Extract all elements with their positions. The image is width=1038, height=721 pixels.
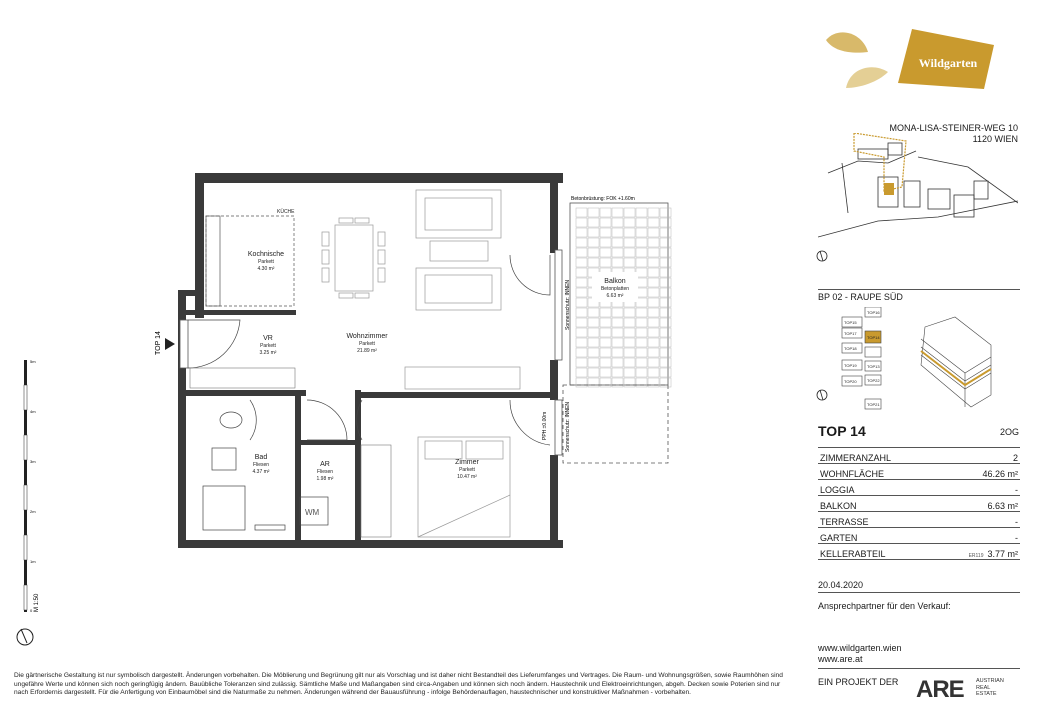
building-stack	[838, 307, 888, 411]
balcony-tile	[660, 298, 671, 307]
balcony-tile	[612, 328, 623, 337]
balcony-tile	[612, 248, 623, 257]
room-name: Zimmer	[455, 459, 479, 466]
compass-icon	[17, 629, 33, 645]
balcony-tile	[648, 328, 659, 337]
balcony-tile	[576, 238, 587, 247]
balcony-tile	[660, 368, 671, 377]
balcony-tile	[600, 338, 611, 347]
scale-tick: 3m	[30, 459, 36, 464]
balcony-tile	[576, 378, 587, 387]
balcony-tile	[600, 378, 611, 387]
room-area: 1.98 m²	[316, 476, 334, 482]
balcony-tile	[648, 258, 659, 267]
balcony-tile	[600, 318, 611, 327]
balcony-tile	[660, 208, 671, 217]
balcony-tile	[648, 338, 659, 347]
balcony-tile	[648, 368, 659, 377]
scale-tick: 1m	[30, 559, 36, 564]
brand-name: Wildgarten	[918, 56, 978, 70]
balcony-tile	[576, 368, 587, 377]
balcony-tile	[648, 358, 659, 367]
balcony-tile	[588, 318, 599, 327]
leaf-icon	[824, 26, 894, 92]
balcony-tile	[660, 328, 671, 337]
info-row	[818, 464, 1020, 480]
balcony-tile	[600, 328, 611, 337]
balcony-tile	[600, 258, 611, 267]
balcony-tile	[612, 308, 623, 317]
info-label: ZIMMERANZAHL	[818, 448, 936, 464]
balcony-tile	[624, 308, 635, 317]
washing-machine-label: WM	[305, 508, 320, 517]
info-row	[818, 480, 1020, 496]
balcony-tile	[588, 338, 599, 347]
balcony-tile	[576, 218, 587, 227]
balcony-tile	[612, 258, 623, 267]
room-floor-material: Parkett	[459, 467, 475, 473]
dining-table	[322, 218, 385, 298]
balcony-tile	[600, 348, 611, 357]
balcony-tile	[636, 338, 647, 347]
balcony-tile	[636, 368, 647, 377]
balcony-tile	[588, 368, 599, 377]
balcony-tile	[612, 348, 623, 357]
balcony-tile	[588, 378, 599, 387]
balcony-tile	[624, 358, 635, 367]
info-row	[818, 448, 1020, 464]
top-cell: TOP19	[844, 363, 857, 368]
balcony-tile	[576, 228, 587, 237]
balcony-tile	[636, 258, 647, 267]
balcony-tile	[576, 268, 587, 277]
info-row	[818, 528, 1020, 544]
sun-protection-label: Sonnenschutz: INNEN	[565, 279, 571, 330]
balcony-tile	[612, 318, 623, 327]
balcony-tile	[636, 378, 647, 387]
building-title: BP 02 - RAUPE SÜD	[818, 292, 903, 302]
balcony-tile	[576, 308, 587, 317]
are-subtitle	[976, 678, 1004, 698]
top-cell: TOP13	[867, 364, 880, 369]
balcony-tile	[600, 208, 611, 217]
balcony-tile	[648, 278, 659, 287]
balcony-tile	[636, 248, 647, 257]
storage-area: 3.77 m²	[987, 549, 1018, 559]
info-value: -	[936, 512, 1020, 528]
balcony-tile	[588, 238, 599, 247]
info-value: -	[936, 480, 1020, 496]
room-floor-material: Parkett	[359, 341, 375, 347]
balcony-tile	[660, 358, 671, 367]
divider	[818, 289, 1020, 290]
are-logo	[916, 676, 964, 704]
balcony-tile	[624, 248, 635, 257]
bed	[418, 437, 510, 537]
balcony-tile	[612, 218, 623, 227]
balcony-tile	[576, 248, 587, 257]
balcony-tile	[624, 328, 635, 337]
info-value: 6.63 m²	[936, 496, 1020, 512]
balcony-tile	[660, 218, 671, 227]
balcony-tile	[660, 268, 671, 277]
balcony-tile	[648, 318, 659, 327]
room-floor-material: Fliesen	[252, 462, 270, 468]
balcony-tile	[576, 318, 587, 327]
balcony-tile	[648, 288, 659, 297]
top-cell: TOP18	[844, 346, 857, 351]
info-label: LOGGIA	[818, 480, 936, 496]
room-name: VR	[263, 335, 273, 342]
balcony-tile	[576, 358, 587, 367]
plan-date: 20.04.2020	[818, 580, 864, 590]
wildgarten-logo	[898, 27, 998, 93]
balcony-tile	[636, 308, 647, 317]
info-row	[818, 496, 1020, 512]
info-label: KELLERABTEIL	[818, 544, 936, 560]
balcony-area	[563, 196, 671, 463]
info-label: BALKON	[818, 496, 936, 512]
balcony-tile	[588, 358, 599, 367]
balcony-tile	[624, 378, 635, 387]
balcony-tile	[660, 258, 671, 267]
room-floor-material: Parkett	[260, 343, 276, 349]
balcony-tile	[624, 368, 635, 377]
contact-label: Ansprechpartner für den Verkauf:	[818, 601, 951, 611]
balcony-tile	[624, 318, 635, 327]
room-area: 6.63 m²	[606, 293, 624, 299]
sofa	[405, 190, 520, 389]
balcony-tile	[636, 208, 647, 217]
balcony-tile	[612, 238, 623, 247]
room-area: 21.89 m²	[357, 348, 377, 354]
scale-tick: 0	[30, 608, 33, 613]
room-labels	[248, 251, 629, 482]
scale-tick: 4m	[30, 409, 36, 414]
room-area: 3.25 m²	[259, 350, 277, 356]
balcony-tile	[636, 238, 647, 247]
divider	[818, 668, 1020, 669]
balcony-tile	[648, 308, 659, 317]
balcony-tile	[636, 228, 647, 237]
website-link-are[interactable]: www.are.at	[818, 654, 863, 664]
balcony-tile	[660, 238, 671, 247]
project-label: EIN PROJEKT DER	[818, 677, 899, 687]
balcony-tile	[660, 348, 671, 357]
top-cell: TOP20	[844, 379, 857, 384]
balcony-tile	[600, 228, 611, 237]
balcony-tile	[576, 338, 587, 347]
balcony-tile	[636, 218, 647, 227]
compass-icon	[815, 249, 829, 263]
balcony-tile	[624, 238, 635, 247]
top-cell: TOP22	[867, 378, 880, 383]
balcony-tile	[624, 228, 635, 237]
balcony-tile	[588, 258, 599, 267]
balcony-tile	[624, 348, 635, 357]
unit-info-table	[818, 447, 1020, 560]
balcony-tile	[576, 298, 587, 307]
balcony-tile	[636, 358, 647, 367]
balcony-tile	[588, 218, 599, 227]
room-floor-material: Betonplatten	[600, 286, 630, 292]
top-cell: TOP17	[844, 331, 857, 336]
balcony-tile	[648, 378, 659, 387]
balcony-tile	[576, 278, 587, 287]
balcony-tile	[576, 258, 587, 267]
balcony-tile	[648, 348, 659, 357]
washing-machine	[300, 497, 328, 525]
balcony-tile	[588, 308, 599, 317]
info-value: 46.26 m²	[936, 464, 1020, 480]
room-name: Bad	[254, 454, 268, 461]
balcony-tile	[660, 318, 671, 327]
balcony-tile	[648, 228, 659, 237]
walls	[178, 173, 563, 548]
room-name: Kochnische	[247, 251, 285, 258]
balcony-tile	[588, 328, 599, 337]
website-link-wildgarten[interactable]: www.wildgarten.wien	[818, 643, 902, 653]
balcony-tile	[660, 338, 671, 347]
balcony-tile	[600, 248, 611, 257]
are-logo-text: ARE	[916, 676, 964, 703]
room-name: Balkon	[604, 278, 626, 285]
info-row	[818, 512, 1020, 528]
balcony-tile	[612, 368, 623, 377]
balcony-tile	[624, 218, 635, 227]
balcony-tile	[660, 288, 671, 297]
room-floor-material: Fliesen	[316, 469, 334, 475]
room-area: 4.30 m²	[257, 266, 275, 272]
balcony-tile	[588, 208, 599, 217]
balcony-tile	[636, 318, 647, 327]
balcony-tile	[648, 208, 659, 217]
balcony-tile	[588, 248, 599, 257]
top-cell: TOP16	[867, 310, 880, 315]
balcony-tile	[660, 378, 671, 387]
address-line-1: MONA-LISA-STEINER-WEG 10	[889, 123, 1018, 133]
balcony-tile	[600, 308, 611, 317]
compass-icon	[815, 388, 829, 402]
scale-label: M 1:50	[34, 593, 40, 612]
info-value: -	[936, 528, 1020, 544]
room-area: 4.37 m²	[252, 469, 270, 475]
info-label: WOHNFLÄCHE	[818, 464, 936, 480]
balcony-tile	[660, 248, 671, 257]
are-sub-line: REAL	[976, 684, 991, 691]
balcony-tile	[648, 248, 659, 257]
balcony-tile	[660, 278, 671, 287]
building-3d-icon	[915, 315, 995, 411]
top-cell: TOP21	[867, 402, 880, 407]
info-value	[936, 544, 1020, 560]
railing-note: Betonbrüstung: FOK +1.60m	[571, 196, 635, 202]
divider	[818, 592, 1020, 593]
entrance-arrow-icon	[165, 338, 175, 350]
balcony-tile	[636, 348, 647, 357]
top-cell: TOP15	[844, 320, 857, 325]
balcony-tile	[576, 288, 587, 297]
disclaimer-text: Die gärtnerische Gestaltung ist nur symbolisch dargestellt. Änderungen vorbehalten. Die Möblierung und Begrünung gilt nur als Vorschlag und ist daher nicht Bestandteil des Lieferumfanges und Vertrages. Die Raum- und Wohnungsgrößen, sowie Raumhöhen sind ungefähre Werte und können sich noch geringfügig ändern. Bauübliche Toleranzen sind zulässig. Sämtliche Maße und Maßangaben sind circa-Angaben und können sich noch ändern. Haustechnik und Elektroeinrichtungen, abgeh. Decken sowie Poterien sind nur nach Erfordernis dargestellt. Für die Anfertigung von Einbaumöbel sind die Naturmaße zu nehmen. Änderungen während der Bauausführung - infolge Behördenauflagen, haustechnischer und konstruktiver Maßnahmen - vorbehalten.	[14, 672, 783, 696]
balcony-tile	[600, 358, 611, 367]
room-name: Wohnzimmer	[346, 333, 388, 340]
balcony-tile	[624, 208, 635, 217]
scale-tick: 2m	[30, 509, 36, 514]
storage-code: ER119	[968, 553, 984, 559]
are-sub-line: AUSTRIAN	[976, 678, 1004, 684]
info-label: TERRASSE	[818, 512, 936, 528]
balcony-tile	[648, 238, 659, 247]
room-name: AR	[320, 461, 330, 468]
top-plan-label: TOP 14	[155, 331, 162, 355]
sun-protection-label: Sonnenschutz: INNEN	[565, 401, 571, 452]
top-cell-current: TOP14	[867, 335, 880, 340]
scale-tick: 5m	[30, 359, 36, 364]
are-sub-line: ESTATE	[976, 691, 997, 697]
balcony-tile	[612, 208, 623, 217]
balcony-tile	[636, 328, 647, 337]
room-floor-material: Parkett	[258, 259, 274, 265]
unit-floor: 2OG	[1000, 427, 1020, 437]
balcony-tile	[624, 258, 635, 267]
address-line-2: 1120 WIEN	[972, 134, 1018, 144]
balcony-tile	[600, 368, 611, 377]
balcony-tile	[648, 298, 659, 307]
kitchen-label: KÜCHE	[277, 209, 295, 215]
balcony-tile	[576, 328, 587, 337]
balcony-tile	[648, 268, 659, 277]
bathroom-fixtures	[203, 412, 285, 530]
balcony-tile	[624, 338, 635, 347]
balcony-tile	[612, 338, 623, 347]
balcony-tile	[612, 228, 623, 237]
balcony-tile	[600, 238, 611, 247]
balcony-tile	[660, 308, 671, 317]
scale-bar	[24, 359, 40, 613]
level-label: PPH ±0.00m	[542, 411, 548, 440]
info-label: GARTEN	[818, 528, 936, 544]
balcony-tile	[576, 348, 587, 357]
balcony-tile	[612, 358, 623, 367]
balcony-tile	[588, 228, 599, 237]
info-row	[818, 544, 1020, 560]
room-area: 10.47 m²	[457, 474, 477, 480]
balcony-tile	[612, 378, 623, 387]
balcony-tile	[576, 208, 587, 217]
balcony-tile	[588, 348, 599, 357]
balcony-tile	[660, 228, 671, 237]
site-map	[818, 133, 1018, 261]
info-value: 2	[936, 448, 1020, 464]
balcony-tile	[600, 218, 611, 227]
balcony-tile	[648, 218, 659, 227]
unit-title: TOP 14	[818, 423, 866, 439]
